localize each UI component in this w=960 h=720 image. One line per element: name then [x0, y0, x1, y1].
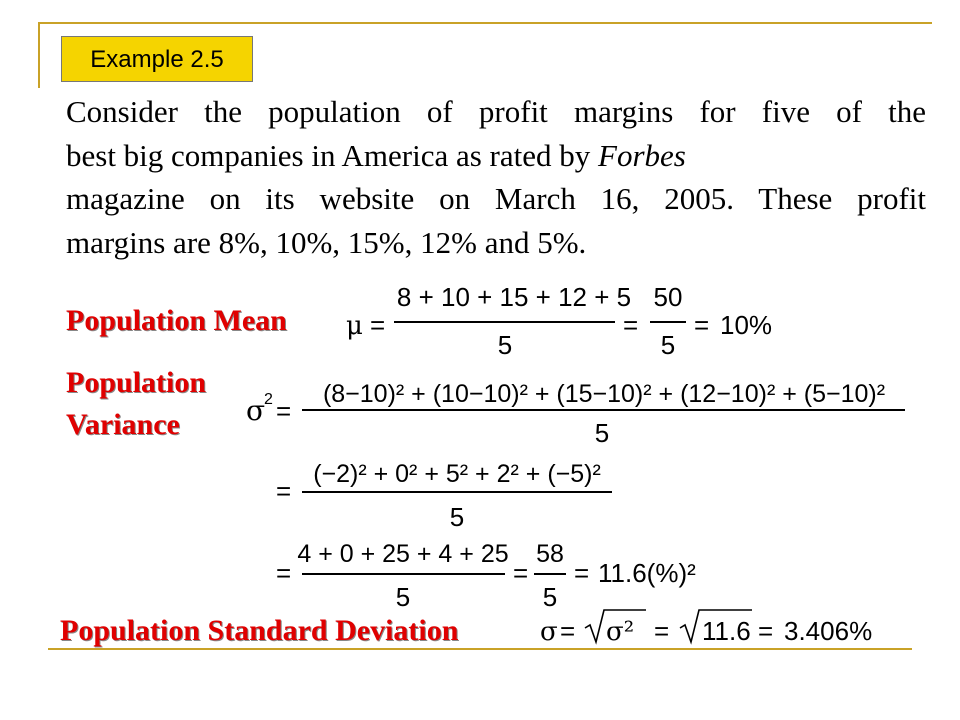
mean-numerator-2: 50 [653, 282, 683, 312]
mean-result: 10% [720, 310, 773, 340]
mean-formula [346, 282, 772, 360]
svg-text:=: = [276, 396, 292, 426]
statement-line-2-text: best big companies in America as rated by [66, 137, 599, 173]
variance-step3-denominator: 5 [395, 582, 411, 612]
statement-line-1: Consider the population of profit margins for five of the [66, 94, 926, 129]
svg-text:=: = [623, 310, 639, 340]
radicand-2: 11.6 [702, 616, 751, 646]
population-std-dev-label: Population Standard Deviation [60, 614, 459, 647]
population-variance-label-1: Population [66, 366, 207, 399]
std-dev-result: 3.406% [784, 616, 873, 646]
svg-text:2: 2 [264, 391, 273, 408]
variance-step3-frac-den: 5 [542, 582, 558, 612]
population-variance-label-2: Variance [66, 408, 180, 441]
variance-result: 11.6(%)² [598, 558, 696, 588]
sigma-std-symbol: σ [540, 617, 558, 647]
mean-numerator: 8 + 10 + 15 + 12 + 5 [396, 282, 632, 312]
forbes-italic: Forbes [598, 137, 686, 173]
svg-text:=: = [276, 476, 292, 506]
variance-step2-denominator: 5 [449, 502, 465, 532]
svg-text:=: = [654, 616, 670, 646]
variance-formula [246, 380, 905, 612]
statement-line-3: magazine on its website on March 16, 2005. These profit [66, 181, 926, 216]
variance-numerator: (8−10)² + (10−10)² + (15−10)² + (12−10)² + (5−10)² [322, 380, 886, 408]
sigma-symbol: σ [246, 394, 266, 427]
std-dev-formula [540, 610, 872, 647]
svg-text:=: = [560, 616, 576, 646]
mean-denominator-2: 5 [660, 330, 676, 360]
svg-text:=: = [574, 558, 590, 588]
example-tag: Example 2.5 [61, 36, 253, 82]
svg-text:=: = [694, 310, 710, 340]
svg-text:=: = [513, 558, 529, 588]
variance-step3-frac-num: 58 [536, 540, 564, 568]
population-mean-label: Population Mean [66, 304, 287, 337]
variance-step3-numerator: 4 + 0 + 25 + 4 + 25 [297, 540, 509, 568]
radicand-1: σ² [606, 617, 635, 647]
svg-text:=: = [276, 558, 292, 588]
statement-line-4: margins are 8%, 10%, 15%, 12% and 5%. [66, 224, 587, 260]
svg-text:=: = [370, 310, 386, 340]
svg-text:=: = [758, 616, 774, 646]
mean-denominator: 5 [497, 330, 513, 360]
variance-step2-numerator: (−2)² + 0² + 5² + 2² + (−5)² [313, 460, 601, 488]
mu-symbol: μ [346, 311, 363, 341]
variance-denominator: 5 [594, 418, 610, 448]
